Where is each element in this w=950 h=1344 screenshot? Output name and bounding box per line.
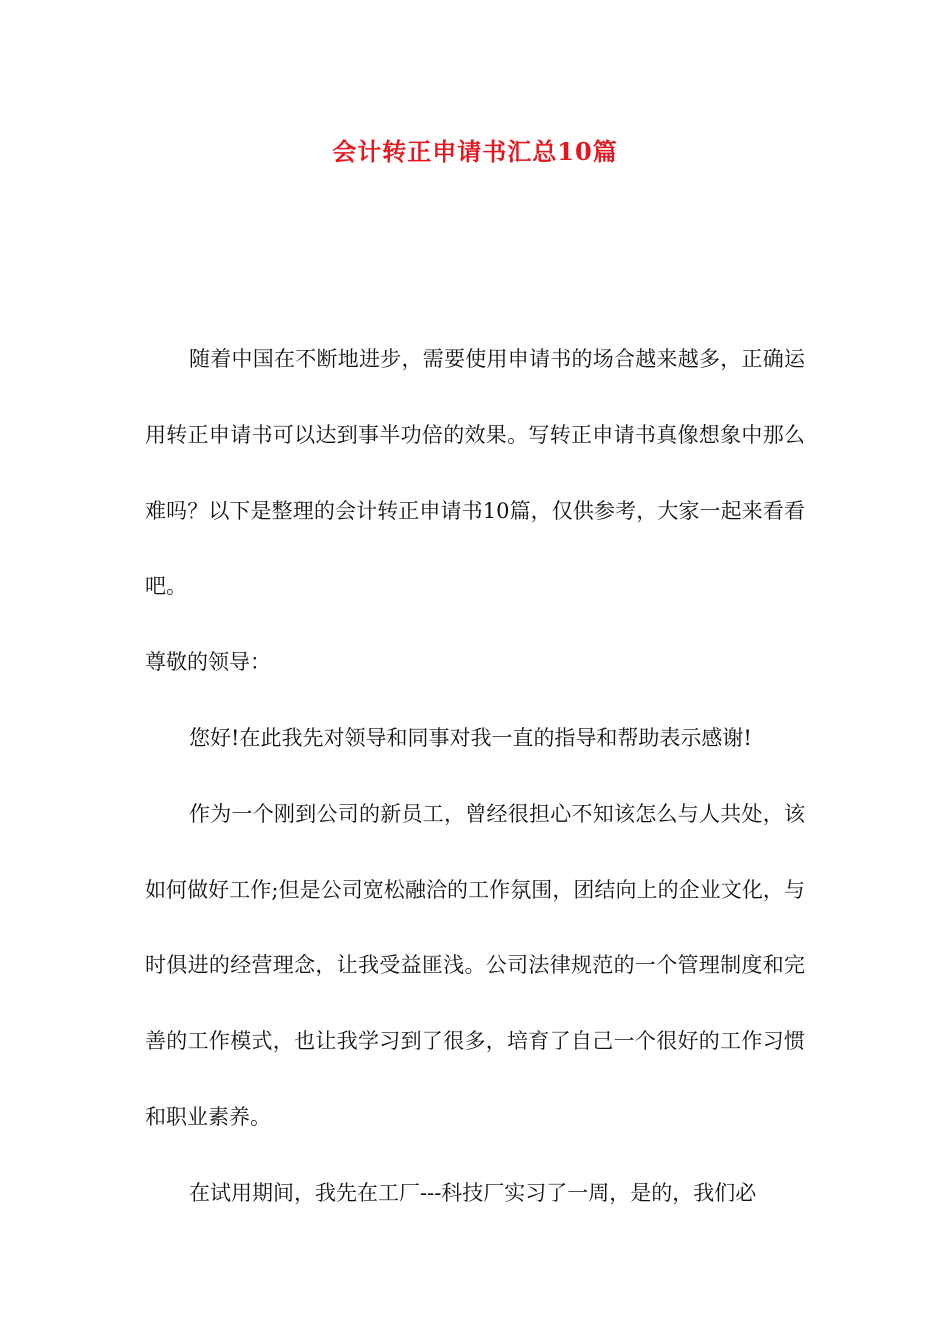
- document-title: 会计转正申请书汇总10篇: [332, 137, 618, 166]
- paragraph-intro: 随着中国在不断地进步，需要使用申请书的场合越来越多，正确运用转正申请书可以达到事半功倍的效果。写转正申请书真像想象中那么难吗？以下是整理的会计转正申请书10篇，仅供参考，大家一起来看看吧。: [145, 347, 805, 599]
- paragraph-salutation: 尊敬的领导：: [145, 650, 271, 675]
- paragraph-greeting: 您好!在此我先对领导和同事对我一直的指导和帮助表示感谢!: [189, 725, 752, 750]
- paragraph-probation: 在试用期间，我先在工厂---科技厂实习了一周，是的，我们必: [189, 1180, 757, 1205]
- document-body: [145, 322, 805, 1232]
- paragraph-experience: 作为一个刚到公司的新员工，曾经很担心不知该怎么与人共处，该如何做好工作;但是公司宽松融洽的工作氛围，团结向上的企业文化，与时俱进的经营理念，让我受益匪浅。公司法律规范的一个管理制度和完善的工作模式，也让我学习到了很多，培育了自己一个很好的工作习惯和职业素养。: [145, 801, 805, 1129]
